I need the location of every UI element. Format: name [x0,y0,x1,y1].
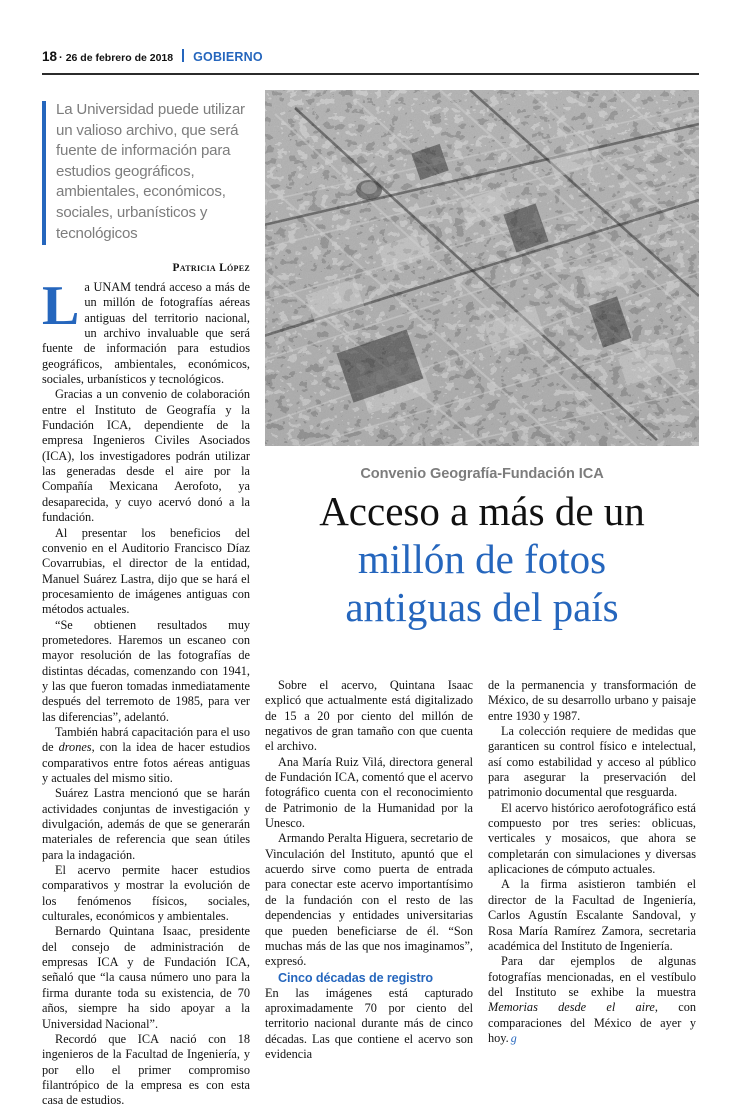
aerial-photo [265,90,699,446]
italic-term: drones [58,740,92,755]
paragraph-text: Para dar ejemplos de algunas fotografías mencionadas, en el vestíbulo del Instituto se exhibe la muestra [488,954,696,999]
headline [258,487,706,631]
end-mark-icon: g [510,1030,517,1045]
paragraph: Recordó que ICA nació con 18 ingenieros de la Facultad de Ingeniería, y por ello el primer compromiso filantrópico de la empresa es con esta casa de estudios. [42,1031,250,1108]
pullquote-text: La Universidad puede utilizar un valioso archivo, que será fuente de información para estudios geográficos, ambientales, económicos, sociales, urbanísticos y tecnológicos [56,101,245,242]
headline-line-1: Acceso a más de un [319,488,645,534]
masthead-rule [42,73,699,75]
issue-date: 26 de febrero de 2018 [65,52,174,64]
section-label: GOBIERNO [193,50,263,64]
paragraph-text: , con la idea de hacer estudios comparativos entre fotos aéreas antiguas y actuales del mismo sitio. [42,740,250,785]
paragraph: Bernardo Quintana Isaac, presidente del consejo de administración de empresas ICA y de Fundación ICA, señaló que “la causa número uno para la firma durante toda su existencia, de 70 años, siempre ha sido apoyar a la Universidad Nacional”. [42,924,250,1031]
masthead [42,48,699,72]
paragraph: En las imágenes está capturado aproximadamente 70 por ciento del territorio nacional durante más de cinco décadas. Las que contiene el acervo son evidencia [265,985,473,1061]
exhibit-title: Memorias desde el aire [488,1000,655,1015]
body-column-2 [265,678,473,1062]
masthead-divider-bar [182,49,184,62]
paragraph: La colección requiere de medidas que garanticen su control físico e intelectual, así como estabilidad y acceso al público para asegurar la preservación del patrimonio documental que resguarda. [488,724,696,800]
paragraph: de la permanencia y transformación de México, de su desarrollo urbano y paisaje entre 1930 y 1987. [488,678,696,723]
body-column-3 [488,678,696,1046]
byline-author: Patricia López [172,262,250,274]
paragraph-text: , con comparaciones del México de ayer y hoy. [488,1000,696,1045]
headline-line-3: antiguas del país [345,584,619,630]
paragraph-text: a UNAM tendrá acceso a más de un millón de fotografías aéreas antiguas del territorio nacional, un archivo invaluable que será fuente de información para estudios geográficos, ambientales, económicos, sociales, urbanísticos y tecnológicos. [42,280,250,387]
paragraph: Ana María Ruiz Vilá, directora general de Fundación ICA, comentó que el acervo fotográfico cuenta con el reconocimiento de Patrimonio de la Humanidad por la Unesco. [265,754,473,831]
photo-code-label: 2120 [670,430,693,440]
headline-kicker: Convenio Geografía-Fundación ICA [360,466,604,482]
paragraph: “Se obtienen resultados muy prometedores. Haremos un escaneo con mayor resolución de las fotografías de distintas décadas, comenzando con 1941, y las que fueron tomadas inmediatamente después del terremoto de 1985, para ver las diferencias”, adelantó. [42,617,250,724]
folio-separator: · [59,52,63,64]
paragraph: Sobre el acervo, Quintana Isaac explicó que actualmente está digitalizado de 15 a 20 por ciento del millón de negativos de gran tamaño con que cuenta el archivo. [265,678,473,754]
body-column-1 [42,275,250,1109]
paragraph [42,725,250,786]
aerial-photo-image [265,90,699,446]
paragraph: Al presentar los beneficios del convenio en el Auditorio Francisco Díaz Covarrubias, el director de la entidad, Manuel Suárez Lastra, dijo que se hará el procesamiento de imágenes antiguas con métodos actuales. [42,525,250,617]
paragraph: A la firma asistieron también el director de la Facultad de Ingeniería, Carlos Agustín Escalante Sandoval, y Rosa María Ramírez Zamora, secretaria académica del Instituto de Ingeniería. [488,877,696,953]
drop-cap: L [42,275,80,337]
paragraph: Gracias a un convenio de colaboración entre el Instituto de Geografía y la Fundación ICA, dependiente de la empresa Ingenieros Civiles Asociados (ICA), los investigadores podrán utilizar las generadas desde el aire por la Compañía Mexicana Aerofoto, ya desaparecida, y cuyo acervó donó a la fundación. [42,387,250,525]
headline-line-2: millón de fotos [357,536,607,582]
paragraph: Armando Peralta Higuera, secretario de Vinculación del Instituto, apuntó que el acuerdo sirve como puerta de entrada para conectar este acervo importantísimo de la fundación con el resto de las dependencias y entidades universitarias que pueden beneficiarse de él. “Son muchas más de las que nos imaginamos”, expresó. [265,831,473,969]
paragraph: El acervo histórico aerofotográfico está compuesto por tres series: oblicuas, verticales y mosaicos, que ahora se completarán con simulaciones y diversas aplicaciones de cómputo actuales. [488,800,696,877]
paragraph [42,275,250,387]
paragraph-text: También habrá capacitación para el uso de [42,724,250,755]
pullquote [42,100,250,244]
page-folio-number: 18 [42,49,58,64]
section-subhead: Cinco décadas de registro [278,970,433,985]
paragraph: El acervo permite hacer estudios comparativos y mostrar la evolución de los fenómenos físicos, sociales, culturales, económicos y ambientales. [42,863,250,924]
paragraph [488,954,696,1046]
paragraph: Suárez Lastra mencionó que se harán actividades conjuntas de investigación y divulgación, además de que se generarán materiales de referencia que sean útiles para la indagación. [42,786,250,862]
